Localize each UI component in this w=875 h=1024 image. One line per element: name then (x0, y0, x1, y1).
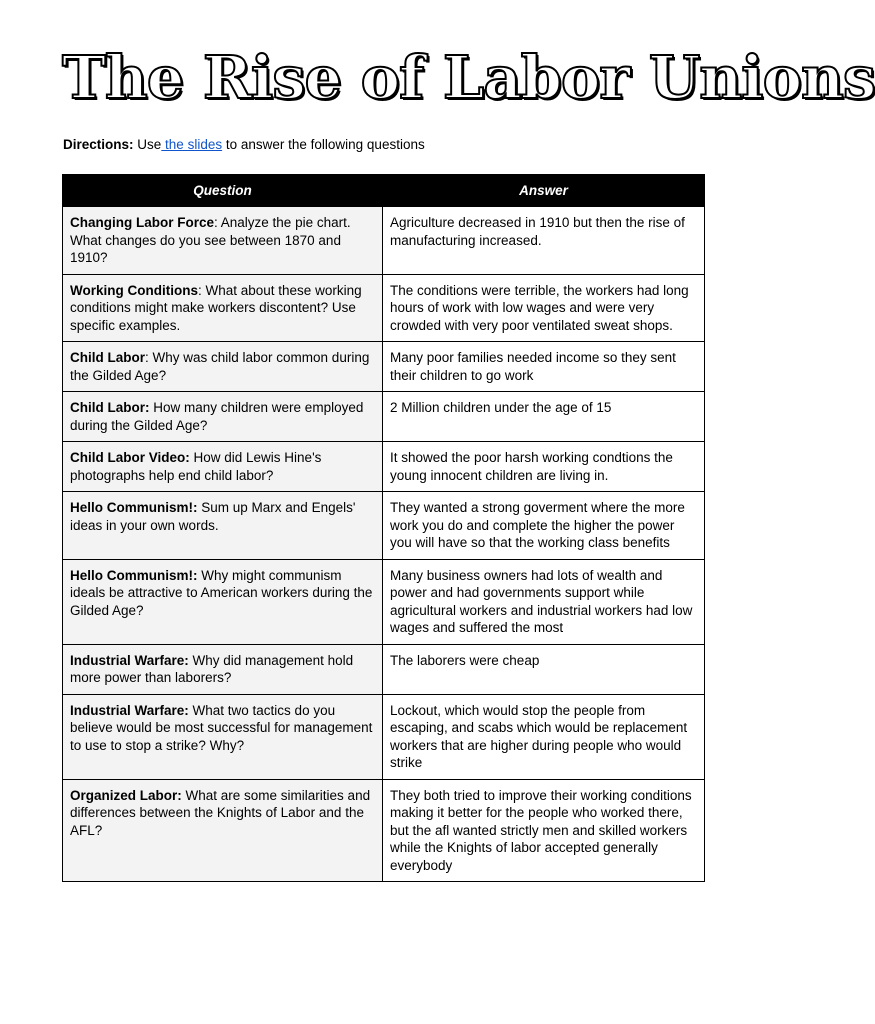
question-column-header: Question (63, 175, 383, 207)
question-text: : Analyze the pie chart. What changes do you see between 1870 and 1910? (70, 215, 351, 265)
answer-cell[interactable]: They both tried to improve their working conditions making it better for the people who worked there, but the afl wanted strictly men and skilled workers while the Knights of labor accepted generally everybody (383, 779, 705, 882)
directions-prefix: Use (137, 137, 162, 152)
question-text: How did Lewis Hine's photographs help end child labor? (70, 450, 322, 483)
table-header-row (63, 175, 705, 207)
question-cell (63, 779, 383, 882)
question-text: Why did management hold more power than laborers? (70, 652, 354, 685)
answer-column-header: Answer (383, 175, 705, 207)
question-cell (63, 392, 383, 442)
table-row (63, 694, 705, 779)
question-topic: Changing Labor Force (70, 215, 215, 230)
question-topic: Hello Communism!: (70, 567, 198, 583)
question-cell (63, 694, 383, 779)
page-title: The Rise of Labor Unions (62, 43, 875, 112)
answer-cell[interactable]: Lockout, which would stop the people from escaping, and scabs which would be replacement workers that are higher during people who would strike (383, 694, 705, 779)
question-cell (63, 442, 383, 492)
question-topic: Industrial Warfare: (70, 652, 189, 668)
answer-cell[interactable]: 2 Million children under the age of 15 (383, 392, 705, 442)
question-cell (63, 559, 383, 644)
table-row (63, 274, 705, 342)
directions (63, 136, 425, 154)
question-cell (63, 207, 383, 275)
table-row (63, 392, 705, 442)
question-text: : What about these working conditions might make workers discontent? Use specific examples. (70, 282, 362, 333)
directions-label: Directions: (63, 137, 134, 152)
question-cell (63, 644, 383, 694)
question-text: What two tactics do you believe would be most successful for management to use to stop a strike? Why? (70, 702, 373, 753)
table-row (63, 342, 705, 392)
answer-cell[interactable]: The laborers were cheap (383, 644, 705, 694)
question-cell (63, 342, 383, 392)
question-cell (63, 274, 383, 342)
table-row (63, 779, 705, 882)
answer-cell[interactable]: Many business owners had lots of wealth and power and had governments support while agricultural workers and industrial workers had low wages and suffered the most (383, 559, 705, 644)
answer-cell[interactable]: Agriculture decreased in 1910 but then the rise of manufacturing increased. (383, 207, 705, 275)
directions-suffix: to answer the following questions (222, 137, 425, 152)
slides-link[interactable]: the slides (161, 137, 223, 152)
question-text: Sum up Marx and Engels' ideas in your own words. (70, 500, 356, 533)
question-text: How many children were employed during the Gilded Age? (70, 400, 364, 433)
question-topic: Organized Labor: (70, 787, 182, 803)
question-topic: Child Labor: (70, 400, 150, 415)
question-topic: Child Labor Video: (70, 450, 190, 465)
question-text: : Why was child labor common during the Gilded Age? (70, 350, 370, 383)
answer-cell[interactable]: The conditions were terrible, the workers had long hours of work with low wages and were very crowded with very poor ventilated sweat shops. (383, 274, 705, 342)
question-cell (63, 492, 383, 560)
question-text: Why might communism ideals be attractive to American workers during the Gilded Age? (70, 567, 373, 618)
question-answer-table (62, 174, 705, 882)
table-row (63, 207, 705, 275)
table-row (63, 559, 705, 644)
question-topic: Child Labor (70, 350, 145, 365)
table-row (63, 492, 705, 560)
question-topic: Industrial Warfare: (70, 702, 189, 718)
question-topic: Working Conditions (70, 282, 198, 298)
question-topic: Hello Communism!: (70, 500, 198, 515)
answer-cell[interactable]: It showed the poor harsh working condtions the young innocent children are living in. (383, 442, 705, 492)
table-row (63, 442, 705, 492)
answer-cell[interactable]: They wanted a strong goverment where the more work you do and complete the higher the power you will have so that the working class benefits (383, 492, 705, 560)
question-text: What are some similarities and differences between the Knights of Labor and the AFL? (70, 787, 371, 838)
answer-cell[interactable]: Many poor families needed income so they sent their children to go work (383, 342, 705, 392)
table-row (63, 644, 705, 694)
